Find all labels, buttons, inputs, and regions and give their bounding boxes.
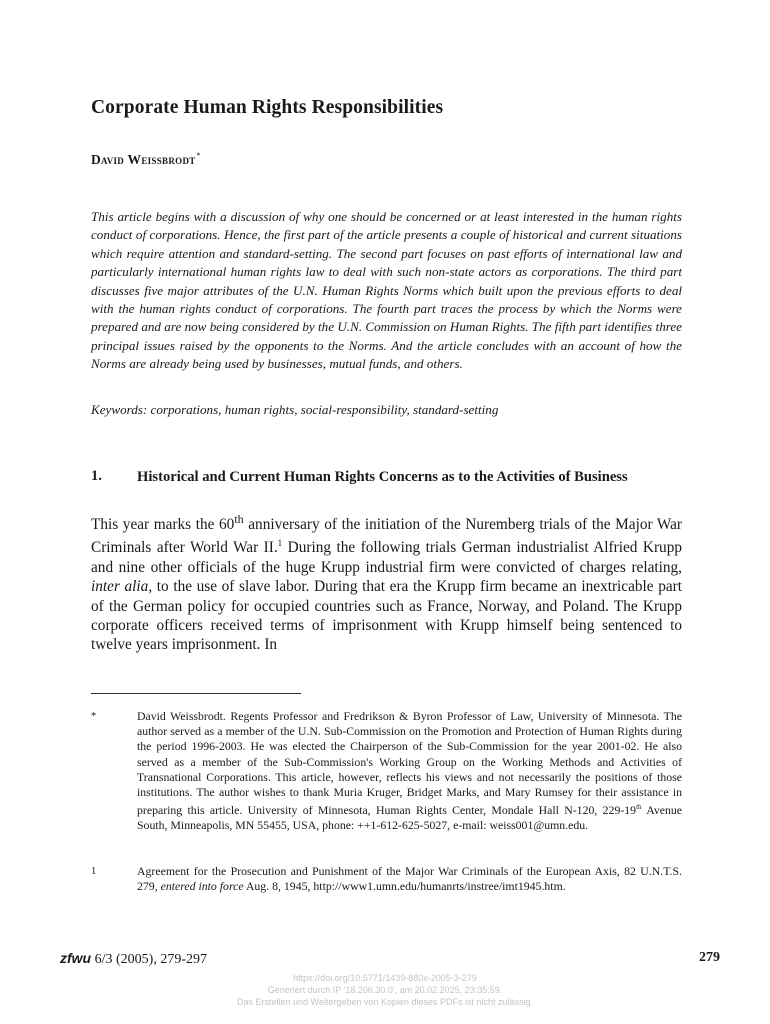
footnote-1 xyxy=(137,864,682,894)
body-text: During the following trials German industrialist Alfried Krupp and nine other officials of the huge Krupp industrial firm were convicted of charges relating, xyxy=(91,539,682,576)
article-title: Corporate Human Rights Responsibilities xyxy=(91,97,444,118)
watermark-doi: https://doi.org/10.5771/1439-880x-2005-3-279 xyxy=(293,973,477,983)
ordinal-suffix: th xyxy=(234,512,244,526)
footnote-italic-text: entered into force xyxy=(160,879,244,894)
ordinal-suffix: th xyxy=(636,803,642,812)
body-text: This year marks the 60 xyxy=(91,516,235,533)
footnote-text: Aug. 8, 1945, http://www1.umn.edu/humanrts/instree/imt1945.htm. xyxy=(243,879,566,894)
footnote-reference[interactable]: 1 xyxy=(277,538,283,549)
download-watermark xyxy=(0,972,770,1008)
footnote-marker: * xyxy=(91,711,97,722)
body-paragraph xyxy=(91,510,682,655)
body-italic-text: inter alia xyxy=(91,578,149,596)
author-name xyxy=(91,151,201,168)
section-heading: Historical and Current Human Rights Concerns as to the Activities of Business xyxy=(137,469,628,485)
footnote-marker: 1 xyxy=(91,866,97,877)
watermark-generated: Generiert durch IP '18.206.30.0', am 20.02.2025, 23:35:59. xyxy=(267,985,503,995)
author-footnote-marker[interactable]: * xyxy=(196,151,201,160)
footnote-text: David Weissbrodt. Regents Professor and Fredrikson & Byron Professor of Law, University of Minnesota. The author served as a member of the U.N. Sub-Commission on the Promotion and Protection of Human Rights during the period 1996-2003. He was elected the Chairperson of the Sub-Commission for the year 2001-02. He also served as a member of the Sub-Commission's Working Group on the Working Methods and Activities of Transnational Corporations. This article, however, reflects his views and not necessarily the positions of those institutions. The author wishes to thank Muria Kruger, Bridget Marks, and Mary Rumsey for their assistance in preparing this article. University of Minnesota, Human Rights Center, Mondale Hall N-120, 229-19 xyxy=(137,709,682,818)
abstract: This article begins with a discussion of why one should be concerned or at least interested in the human rights conduct of corporations. Hence, the first part of the article presents a couple of historical and current situations which require attention and standard-setting. The second part focuses on past efforts of international law and particularly international human rights law to deal with such non-state actors as corporations. The third part discusses five major attributes of the U.N. Human Rights Norms which built upon the previous efforts to deal with the human rights conduct of corporations. The fourth part traces the process by which the Norms were prepared and are now being considered by the U.N. Commission on Human Rights. The fifth part identifies three principal issues raised by the opponents to the Norms. And the article concludes with an account of how the Norms are already being used by businesses, mutual funds, and others. xyxy=(91,209,682,372)
page-number: 279 xyxy=(699,950,720,965)
watermark-notice: Das Erstellen und Weitergeben von Kopien dieses PDFs ist nicht zulässig. xyxy=(237,997,533,1007)
footnote-author xyxy=(137,709,682,834)
section-number: 1. xyxy=(91,468,102,484)
body-text: anniversary of the initiation of the Nuremberg trials of the Major War Criminals after World War II. xyxy=(91,516,682,557)
journal-name: zfwu xyxy=(60,950,92,966)
footnote-text: Agreement for the Prosecution and Punishment of the Major War Criminals of the European Axis, 82 U.N.T.S. 279, xyxy=(137,864,682,894)
journal-issue: 6/3 (2005), 279-297 xyxy=(91,952,207,967)
footnote-text: Avenue South, Minneapolis, MN 55455, USA, phone: ++1-612-625-5027, e-mail: weiss001@umn.edu. xyxy=(137,803,683,833)
author-name-text: David Weissbrodt xyxy=(91,152,196,167)
keywords: Keywords: corporations, human rights, social-responsibility, standard-setting xyxy=(91,402,499,417)
body-text: , to the use of slave labor. During that era the Krupp firm became an inextricable part of the German policy for occupied countries such as France, Norway, and Poland. The Krupp corporate officers received terms of imprisonment with Krupp himself being sentenced to twelve years imprisonment. In xyxy=(91,578,682,654)
footnote-separator xyxy=(91,693,301,694)
journal-citation xyxy=(60,950,207,968)
